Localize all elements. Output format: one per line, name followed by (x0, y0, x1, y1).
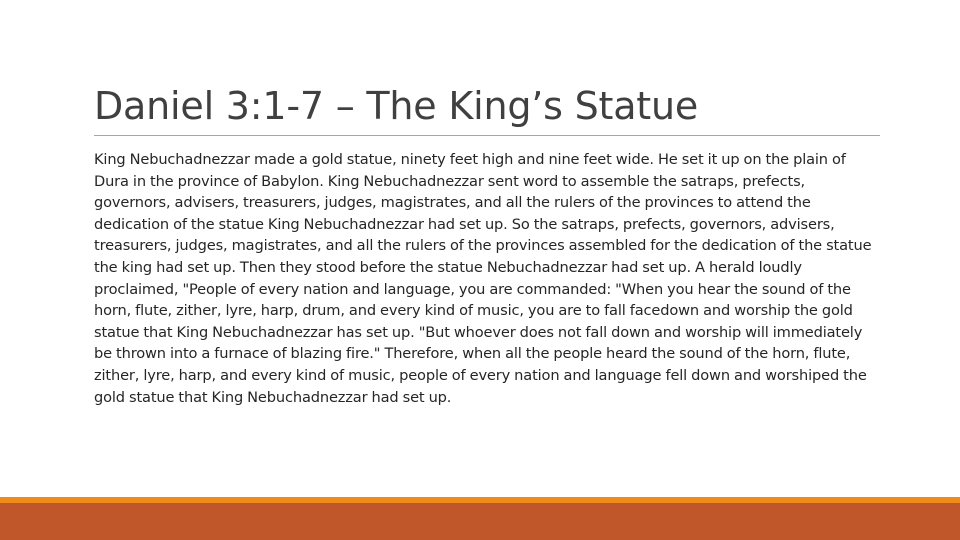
slide-title: Daniel 3:1-7 – The King’s Statue (94, 84, 699, 128)
slide-body-text: King Nebuchadnezzar made a gold statue, ninety feet high and nine feet wide. He set it up on the plain of Dura in the province of Babylon. King Nebuchadnezzar sent word to assemble the satraps, prefects, governors, advisers, treasurers, judges, magistrates, and all the rulers of the provinces to attend the dedication of the statue King Nebuchadnezzar had set up. So the satraps, prefects, governors, advisers, treasurers, judges, magistrates, and all the rulers of the provinces assembled for the dedication of the statue the king had set up. Then they stood before the statue Nebuchadnezzar had set up. A herald loudly proclaimed, "People of every nation and language, you are commanded: "When you hear the sound of the horn, flute, zither, lyre, harp, drum, and every kind of music, you are to fall facedown and worship the gold statue that King Nebuchadnezzar has set up. "But whoever does not fall down and worship will immediately be thrown into a furnace of blazing fire." Therefore, when all the people heard the sound of the horn, flute, zither, lyre, harp, and every kind of music, people of every nation and language fell down and worshiped the gold statue that King Nebuchadnezzar had set up. (94, 151, 872, 406)
title-divider (94, 135, 880, 136)
footer-accent-bar (0, 503, 960, 540)
